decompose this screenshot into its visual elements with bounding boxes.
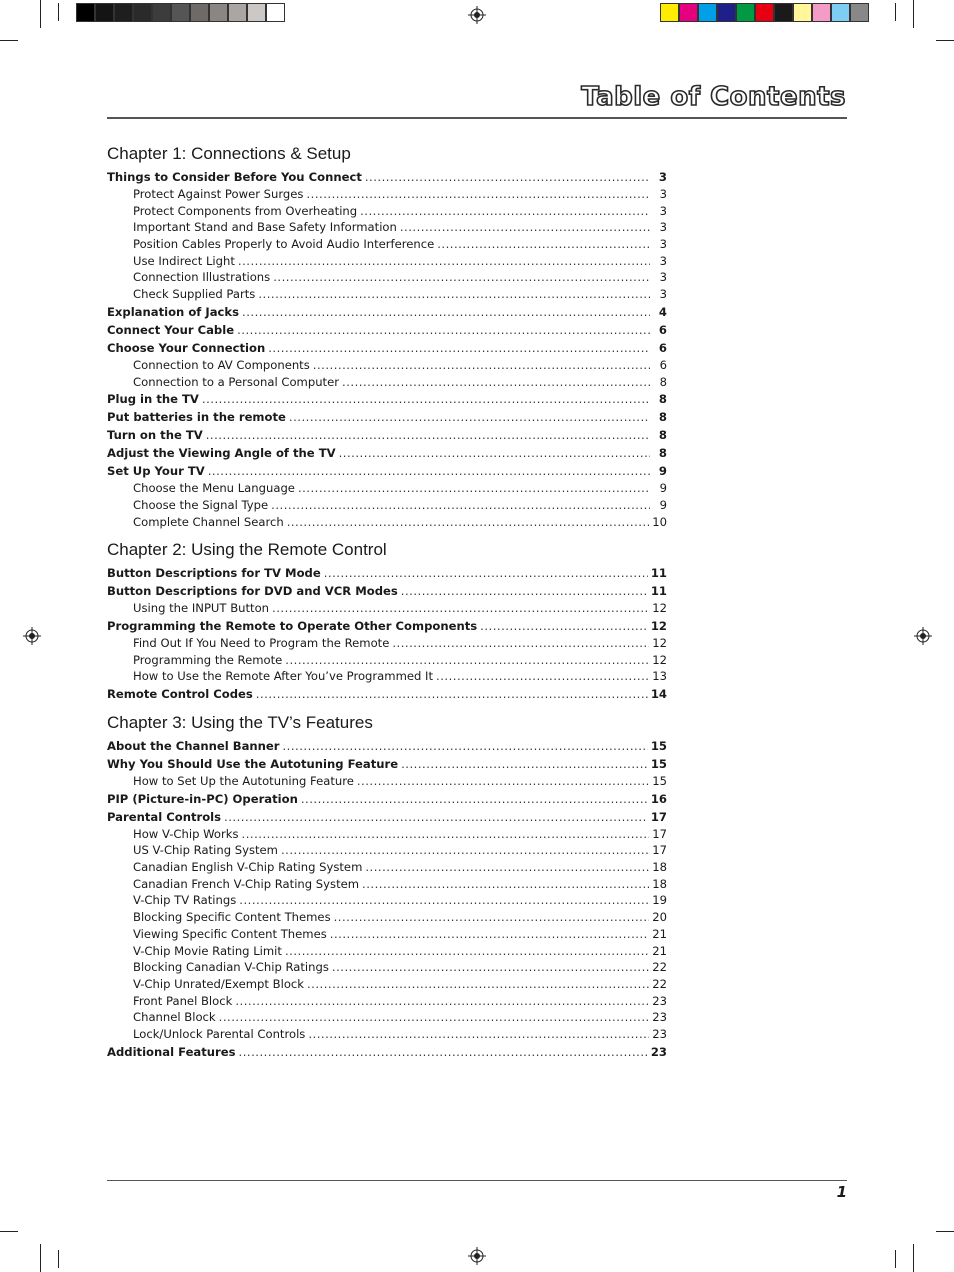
toc-entry-title: Explanation of Jacks — [107, 304, 240, 319]
color-swatch — [850, 3, 869, 22]
color-swatch — [698, 3, 717, 22]
toc-entry-page: 18 — [652, 876, 667, 891]
toc-entry[interactable] — [107, 668, 667, 685]
toc-entry[interactable] — [107, 321, 667, 339]
toc-entry-page: 8 — [658, 410, 667, 425]
toc-entry-title: Check Supplied Parts — [133, 287, 256, 302]
toc-entry-title: Plug in the TV — [107, 392, 199, 407]
toc-entry-title: Turn on the TV — [107, 428, 203, 443]
dot-leader — [480, 617, 648, 635]
toc-entry-title: About the Channel Banner — [107, 739, 280, 753]
toc-entry-page: 3 — [659, 220, 667, 235]
toc-entry-page: 8 — [658, 446, 667, 461]
toc-entry[interactable] — [107, 236, 667, 253]
chapter-heading: Chapter 2: Using the Remote Control — [107, 540, 387, 560]
dot-leader — [224, 808, 648, 826]
toc-entry[interactable] — [107, 652, 667, 669]
toc-entry-page: 22 — [652, 960, 667, 975]
toc-entry-page: 3 — [659, 253, 667, 268]
toc-entry[interactable] — [107, 773, 667, 790]
dot-leader — [239, 892, 649, 909]
color-swatch — [266, 3, 285, 22]
dot-leader — [342, 374, 650, 391]
page-number: 1 — [836, 1183, 847, 1201]
toc-entry-title: Choose the Signal Type — [133, 497, 269, 512]
dot-leader — [242, 826, 650, 843]
dot-leader — [281, 842, 649, 859]
dot-leader — [307, 976, 649, 993]
dot-leader — [313, 357, 650, 374]
dot-leader — [365, 168, 650, 186]
color-swatch — [774, 3, 793, 22]
dot-leader — [235, 993, 649, 1010]
toc-entry-title: Channel Block — [133, 1010, 216, 1025]
dot-leader — [360, 203, 650, 220]
dot-leader — [208, 462, 650, 480]
dot-leader — [298, 480, 650, 497]
toc-entry-title: Connection Illustrations — [133, 270, 271, 285]
toc-entry-title: Additional Features — [107, 1044, 236, 1059]
toc-entry[interactable] — [107, 564, 667, 582]
toc-entry[interactable] — [107, 286, 667, 303]
toc-entry-title: Viewing Specific Content Themes — [133, 926, 327, 941]
toc-entry[interactable] — [107, 203, 667, 220]
toc-entry-page: 12 — [652, 652, 667, 667]
toc-entry-title: Using the INPUT Button — [133, 601, 270, 616]
color-swatch — [114, 3, 133, 22]
color-swatch — [717, 3, 736, 22]
toc-entry-page: 12 — [650, 618, 667, 633]
toc-entry-page: 9 — [658, 464, 667, 479]
dot-leader — [332, 959, 649, 976]
color-swatch — [831, 3, 850, 22]
toc-entry-page: 6 — [658, 322, 667, 337]
dot-leader — [289, 408, 650, 426]
dot-leader — [268, 339, 650, 357]
toc-entry[interactable] — [107, 617, 667, 635]
dot-leader — [401, 755, 648, 773]
toc-entry-title: Adjust the Viewing Angle of the TV — [107, 446, 336, 461]
color-swatch — [152, 3, 171, 22]
toc-entry[interactable] — [107, 600, 667, 617]
toc-entry-title: Parental Controls — [107, 809, 222, 824]
toc-entry[interactable] — [107, 993, 667, 1010]
toc-entry-title: Button Descriptions for DVD and VCR Modes — [107, 584, 398, 599]
toc-entry-page: 17 — [652, 826, 667, 841]
toc-entry-page: 8 — [659, 374, 667, 389]
toc-entry[interactable] — [107, 959, 667, 976]
toc-entry[interactable] — [107, 186, 667, 203]
toc-entry-title: PIP (Picture-in-PC) Operation — [107, 791, 298, 806]
toc-entry[interactable] — [107, 480, 667, 497]
toc-entry-page: 3 — [659, 237, 667, 252]
registration-mark-bottom — [468, 1247, 486, 1265]
toc-entry-page: 11 — [650, 566, 667, 581]
toc-entry-page: 15 — [650, 739, 667, 753]
toc-entry[interactable] — [107, 790, 667, 808]
color-swatch — [736, 3, 755, 22]
dot-leader — [258, 286, 650, 303]
toc-entry[interactable] — [107, 269, 667, 286]
toc-entry-page: 23 — [650, 1044, 667, 1059]
dot-leader — [339, 444, 650, 462]
dot-leader — [437, 236, 650, 253]
toc-entry-page: 10 — [652, 514, 667, 529]
toc-entry[interactable] — [107, 1026, 667, 1043]
toc-entry-page: 14 — [650, 687, 667, 701]
color-swatch — [755, 3, 774, 22]
toc-entry-title: V-Chip Unrated/Exempt Block — [133, 976, 304, 991]
toc-entry-page: 15 — [652, 774, 667, 788]
toc-entry-page: 3 — [659, 270, 667, 285]
toc-entry[interactable] — [107, 1009, 667, 1026]
dot-leader — [357, 773, 649, 790]
toc-entry-title: V-Chip TV Ratings — [133, 893, 237, 908]
toc-entry-page: 3 — [659, 187, 667, 201]
toc-entry-page: 9 — [659, 481, 667, 496]
toc-entry-title: Choose Your Connection — [107, 340, 266, 355]
toc-entry-title: Front Panel Block — [133, 993, 233, 1008]
toc-entry[interactable] — [107, 374, 667, 391]
toc-entry[interactable] — [107, 737, 667, 755]
dot-leader — [282, 737, 647, 755]
toc-entry[interactable] — [107, 909, 667, 926]
toc-entry-page: 16 — [650, 791, 667, 806]
grayscale-color-bar — [76, 3, 285, 22]
toc-entry-page: 19 — [652, 893, 667, 908]
toc-entry-page: 23 — [652, 1010, 667, 1025]
dot-leader — [285, 652, 649, 669]
toc-entry-title: How V-Chip Works — [133, 826, 239, 841]
toc-entry-page: 18 — [652, 860, 667, 875]
dot-leader — [271, 497, 650, 514]
toc-entry-title: Set Up Your TV — [107, 464, 205, 479]
toc-entry-title: Remote Control Codes — [107, 687, 253, 701]
toc-entry-page: 13 — [652, 669, 667, 684]
toc-entry[interactable] — [107, 976, 667, 993]
toc-entry-page: 6 — [659, 357, 667, 372]
toc-entry-page: 3 — [658, 170, 667, 184]
toc-entry[interactable] — [107, 426, 667, 444]
toc-entry-title: Blocking Specific Content Themes — [133, 910, 331, 925]
toc-entry-title: Use Indirect Light — [133, 253, 235, 268]
toc-entry[interactable] — [107, 859, 667, 876]
dot-leader — [239, 1043, 648, 1061]
color-swatch — [660, 3, 679, 22]
toc-entry-page: 20 — [652, 910, 667, 925]
dot-leader — [256, 685, 648, 703]
toc-entry-title: Why You Should Use the Autotuning Feature — [107, 757, 399, 771]
dot-leader — [324, 564, 648, 582]
toc-entry-title: Blocking Canadian V-Chip Ratings — [133, 960, 329, 975]
table-of-contents — [107, 140, 667, 1061]
dot-leader — [285, 943, 649, 960]
toc-entry[interactable] — [107, 303, 667, 321]
dot-leader — [219, 1009, 650, 1026]
chapter-heading: Chapter 3: Using the TV’s Features — [107, 713, 373, 732]
dot-leader — [330, 926, 649, 943]
toc-entry-page: 11 — [650, 584, 667, 599]
dot-leader — [301, 790, 648, 808]
dot-leader — [238, 253, 650, 270]
toc-entry-page: 6 — [658, 340, 667, 355]
toc-entry[interactable] — [107, 253, 667, 270]
toc-entry[interactable] — [107, 842, 667, 859]
toc-entry-page: 4 — [658, 304, 667, 319]
registration-mark-right — [914, 627, 932, 645]
toc-entry-page: 12 — [652, 601, 667, 616]
toc-entry-page: 17 — [652, 843, 667, 858]
toc-entry-title: Complete Channel Search — [133, 514, 284, 529]
toc-entry-title: Choose the Menu Language — [133, 481, 295, 496]
toc-entry-page: 23 — [652, 993, 667, 1008]
toc-entry[interactable] — [107, 462, 667, 480]
dot-leader — [287, 514, 650, 531]
toc-entry-page: 21 — [652, 943, 667, 958]
dot-leader — [272, 600, 649, 617]
process-color-bar — [660, 3, 869, 22]
toc-entry[interactable] — [107, 926, 667, 943]
toc-entry[interactable] — [107, 876, 667, 893]
toc-entry-title: Programming the Remote to Operate Other Components — [107, 618, 478, 633]
toc-entry-page: 17 — [650, 809, 667, 824]
dot-leader — [206, 426, 650, 444]
color-swatch — [171, 3, 190, 22]
dot-leader — [436, 668, 649, 685]
toc-entry-page: 15 — [650, 757, 667, 771]
toc-entry-page: 8 — [658, 428, 667, 443]
toc-entry[interactable] — [107, 339, 667, 357]
toc-entry-title: Lock/Unlock Parental Controls — [133, 1026, 306, 1041]
toc-entry-title: How to Set Up the Autotuning Feature — [133, 774, 354, 788]
chapter-heading: Chapter 1: Connections & Setup — [107, 144, 351, 163]
toc-entry[interactable] — [107, 943, 667, 960]
dot-leader — [401, 582, 648, 600]
dot-leader — [392, 635, 649, 652]
toc-entry[interactable] — [107, 755, 667, 773]
toc-entry-title: Things to Consider Before You Connect — [107, 170, 362, 184]
toc-entry[interactable] — [107, 497, 667, 514]
dot-leader — [273, 269, 650, 286]
toc-entry-page: 12 — [652, 635, 667, 650]
color-swatch — [209, 3, 228, 22]
toc-entry[interactable] — [107, 357, 667, 374]
toc-entry-page: 3 — [659, 287, 667, 302]
toc-entry[interactable] — [107, 635, 667, 652]
toc-entry[interactable] — [107, 514, 667, 531]
toc-entry-title: Button Descriptions for TV Mode — [107, 566, 321, 581]
toc-entry-title: Canadian French V-Chip Rating System — [133, 876, 360, 891]
color-swatch — [76, 3, 95, 22]
toc-entry-title: How to Use the Remote After You’ve Programmed It — [133, 669, 434, 684]
toc-entry-page: 23 — [652, 1026, 667, 1041]
color-swatch — [679, 3, 698, 22]
toc-entry-title: Programming the Remote — [133, 652, 283, 667]
toc-entry-title: V-Chip Movie Rating Limit — [133, 943, 282, 958]
dot-leader — [362, 876, 649, 893]
toc-entry[interactable] — [107, 582, 667, 600]
toc-entry[interactable] — [107, 1043, 667, 1061]
toc-entry[interactable] — [107, 168, 667, 186]
toc-entry-title: Find Out If You Need to Program the Remote — [133, 635, 390, 650]
toc-entry-page: 9 — [659, 497, 667, 512]
toc-entry[interactable] — [107, 808, 667, 826]
color-swatch — [133, 3, 152, 22]
toc-entry-title: Put batteries in the remote — [107, 410, 286, 425]
color-swatch — [247, 3, 266, 22]
dot-leader — [334, 909, 650, 926]
toc-entry[interactable] — [107, 685, 667, 703]
page-title: Table of Contents — [581, 82, 846, 112]
toc-entry-title: Canadian English V-Chip Rating System — [133, 860, 363, 875]
dot-leader — [242, 303, 650, 321]
dot-leader — [202, 390, 650, 408]
toc-entry[interactable] — [107, 219, 667, 236]
toc-entry-title: Connection to a Personal Computer — [133, 374, 340, 389]
toc-entry[interactable] — [107, 444, 667, 462]
toc-entry-title: Protect Against Power Surges — [133, 187, 304, 201]
color-swatch — [812, 3, 831, 22]
toc-entry-title: Protect Components from Overheating — [133, 203, 358, 218]
dot-leader — [237, 321, 650, 339]
dot-leader — [400, 219, 650, 236]
toc-entry-title: Connection to AV Components — [133, 357, 310, 372]
dot-leader — [308, 1026, 649, 1043]
toc-entry-page: 8 — [658, 392, 667, 407]
toc-entry-page: 21 — [652, 926, 667, 941]
toc-entry-title: US V-Chip Rating System — [133, 843, 278, 858]
toc-entry[interactable] — [107, 408, 667, 426]
toc-entry-title: Position Cables Properly to Avoid Audio Interference — [133, 237, 435, 252]
color-swatch — [95, 3, 114, 22]
toc-entry-title: Important Stand and Base Safety Information — [133, 220, 397, 235]
dot-leader — [306, 186, 650, 203]
toc-entry[interactable] — [107, 892, 667, 909]
color-swatch — [190, 3, 209, 22]
toc-entry-page: 22 — [652, 976, 667, 991]
toc-entry-page: 3 — [659, 203, 667, 218]
dot-leader — [365, 859, 649, 876]
header-rule — [107, 117, 847, 119]
color-swatch — [793, 3, 812, 22]
toc-entry[interactable] — [107, 390, 667, 408]
toc-entry[interactable] — [107, 826, 667, 843]
registration-mark-top — [468, 6, 486, 24]
color-swatch — [228, 3, 247, 22]
registration-mark-left — [23, 627, 41, 645]
footer-rule — [107, 1180, 847, 1181]
toc-entry-title: Connect Your Cable — [107, 322, 235, 337]
